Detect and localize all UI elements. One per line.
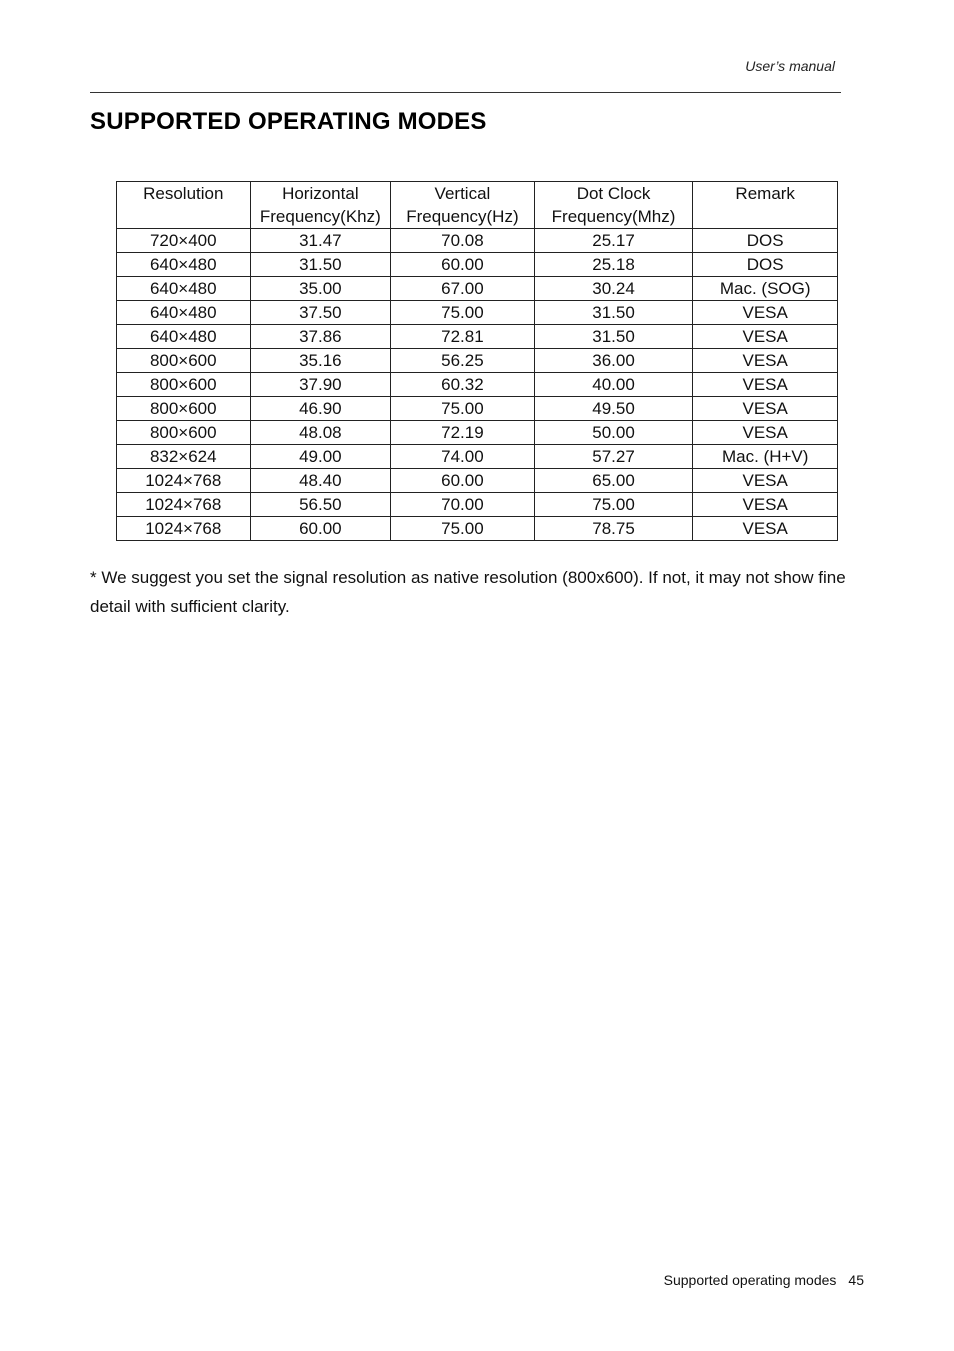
cell-horizontal-frequency: 48.08: [250, 421, 391, 445]
cell-dot-clock: 31.50: [534, 301, 693, 325]
header-divider: [90, 92, 841, 93]
table-row: [117, 517, 838, 541]
table-row: [117, 277, 838, 301]
header-line: Vertical: [434, 184, 491, 203]
header-line: Horizontal: [282, 184, 359, 203]
cell-horizontal-frequency: 37.86: [250, 325, 391, 349]
header-remark: [693, 182, 838, 229]
cell-resolution: 800×600: [117, 349, 251, 373]
header-line: Frequency(Khz): [259, 207, 381, 226]
table-row: [117, 325, 838, 349]
cell-vertical-frequency: 60.00: [391, 253, 535, 277]
cell-resolution: 1024×768: [117, 469, 251, 493]
footer-section-title: Supported operating modes: [663, 1272, 837, 1288]
cell-horizontal-frequency: 56.50: [250, 493, 391, 517]
table-row: [117, 445, 838, 469]
cell-resolution: 800×600: [117, 373, 251, 397]
header-resolution: [117, 182, 251, 229]
table-row: [117, 469, 838, 493]
table-body: [117, 229, 838, 541]
page-title: SUPPORTED OPERATING MODES: [90, 108, 487, 135]
cell-vertical-frequency: 56.25: [391, 349, 535, 373]
header-horizontal-frequency: [250, 182, 391, 229]
cell-horizontal-frequency: 37.90: [250, 373, 391, 397]
header-line: Remark: [735, 184, 795, 203]
cell-horizontal-frequency: 35.00: [250, 277, 391, 301]
header-vertical-frequency: [391, 182, 535, 229]
table-row: [117, 421, 838, 445]
cell-resolution: 832×624: [117, 445, 251, 469]
cell-dot-clock: 30.24: [534, 277, 693, 301]
cell-dot-clock: 25.18: [534, 253, 693, 277]
cell-resolution: 1024×768: [117, 493, 251, 517]
cell-horizontal-frequency: 49.00: [250, 445, 391, 469]
table-header-row: [117, 182, 838, 229]
header-line: Dot Clock: [576, 184, 651, 203]
cell-horizontal-frequency: 46.90: [250, 397, 391, 421]
cell-horizontal-frequency: 31.47: [250, 229, 391, 253]
cell-dot-clock: 49.50: [534, 397, 693, 421]
cell-horizontal-frequency: 31.50: [250, 253, 391, 277]
header-line: Frequency(Hz): [406, 207, 519, 226]
cell-vertical-frequency: 60.32: [391, 373, 535, 397]
cell-vertical-frequency: 74.00: [391, 445, 535, 469]
table-row: [117, 229, 838, 253]
cell-dot-clock: 36.00: [534, 349, 693, 373]
table-row: [117, 373, 838, 397]
cell-resolution: 640×480: [117, 325, 251, 349]
cell-horizontal-frequency: 60.00: [250, 517, 391, 541]
cell-remark: VESA: [693, 301, 838, 325]
cell-remark: VESA: [693, 325, 838, 349]
cell-horizontal-frequency: 35.16: [250, 349, 391, 373]
cell-horizontal-frequency: 37.50: [250, 301, 391, 325]
cell-resolution: 640×480: [117, 277, 251, 301]
cell-remark: Mac. (SOG): [693, 277, 838, 301]
cell-remark: VESA: [693, 349, 838, 373]
cell-dot-clock: 65.00: [534, 469, 693, 493]
page-number: 45: [848, 1272, 864, 1288]
cell-resolution: 800×600: [117, 421, 251, 445]
cell-vertical-frequency: 70.08: [391, 229, 535, 253]
resolution-note: * We suggest you set the signal resolution as native resolution (800x600). If not, it may not show fine detail with sufficient clarity.: [90, 568, 846, 616]
cell-remark: VESA: [693, 397, 838, 421]
cell-vertical-frequency: 72.19: [391, 421, 535, 445]
operating-modes-table: [116, 181, 838, 541]
cell-vertical-frequency: 70.00: [391, 493, 535, 517]
cell-remark: VESA: [693, 421, 838, 445]
cell-remark: VESA: [693, 493, 838, 517]
cell-dot-clock: 40.00: [534, 373, 693, 397]
cell-vertical-frequency: 67.00: [391, 277, 535, 301]
table-row: [117, 397, 838, 421]
cell-resolution: 640×480: [117, 301, 251, 325]
cell-remark: VESA: [693, 517, 838, 541]
cell-vertical-frequency: 72.81: [391, 325, 535, 349]
header-line: Frequency(Mhz): [551, 207, 676, 226]
table-row: [117, 349, 838, 373]
cell-dot-clock: 50.00: [534, 421, 693, 445]
cell-remark: VESA: [693, 373, 838, 397]
cell-remark: Mac. (H+V): [693, 445, 838, 469]
cell-dot-clock: 31.50: [534, 325, 693, 349]
cell-remark: VESA: [693, 469, 838, 493]
cell-horizontal-frequency: 48.40: [250, 469, 391, 493]
cell-vertical-frequency: 75.00: [391, 301, 535, 325]
cell-resolution: 1024×768: [117, 517, 251, 541]
cell-dot-clock: 75.00: [534, 493, 693, 517]
cell-dot-clock: 57.27: [534, 445, 693, 469]
cell-remark: DOS: [693, 253, 838, 277]
header-line: Resolution: [143, 184, 224, 203]
cell-dot-clock: 78.75: [534, 517, 693, 541]
cell-resolution: 800×600: [117, 397, 251, 421]
cell-vertical-frequency: 60.00: [391, 469, 535, 493]
cell-vertical-frequency: 75.00: [391, 517, 535, 541]
manual-header-label: User’s manual: [745, 58, 835, 74]
cell-dot-clock: 25.17: [534, 229, 693, 253]
table-row: [117, 493, 838, 517]
table-row: [117, 301, 838, 325]
table-header: [117, 182, 838, 229]
cell-resolution: 720×400: [117, 229, 251, 253]
cell-vertical-frequency: 75.00: [391, 397, 535, 421]
cell-resolution: 640×480: [117, 253, 251, 277]
page-footer: [664, 1272, 864, 1288]
header-dot-clock: [534, 182, 693, 229]
cell-remark: DOS: [693, 229, 838, 253]
table-row: [117, 253, 838, 277]
